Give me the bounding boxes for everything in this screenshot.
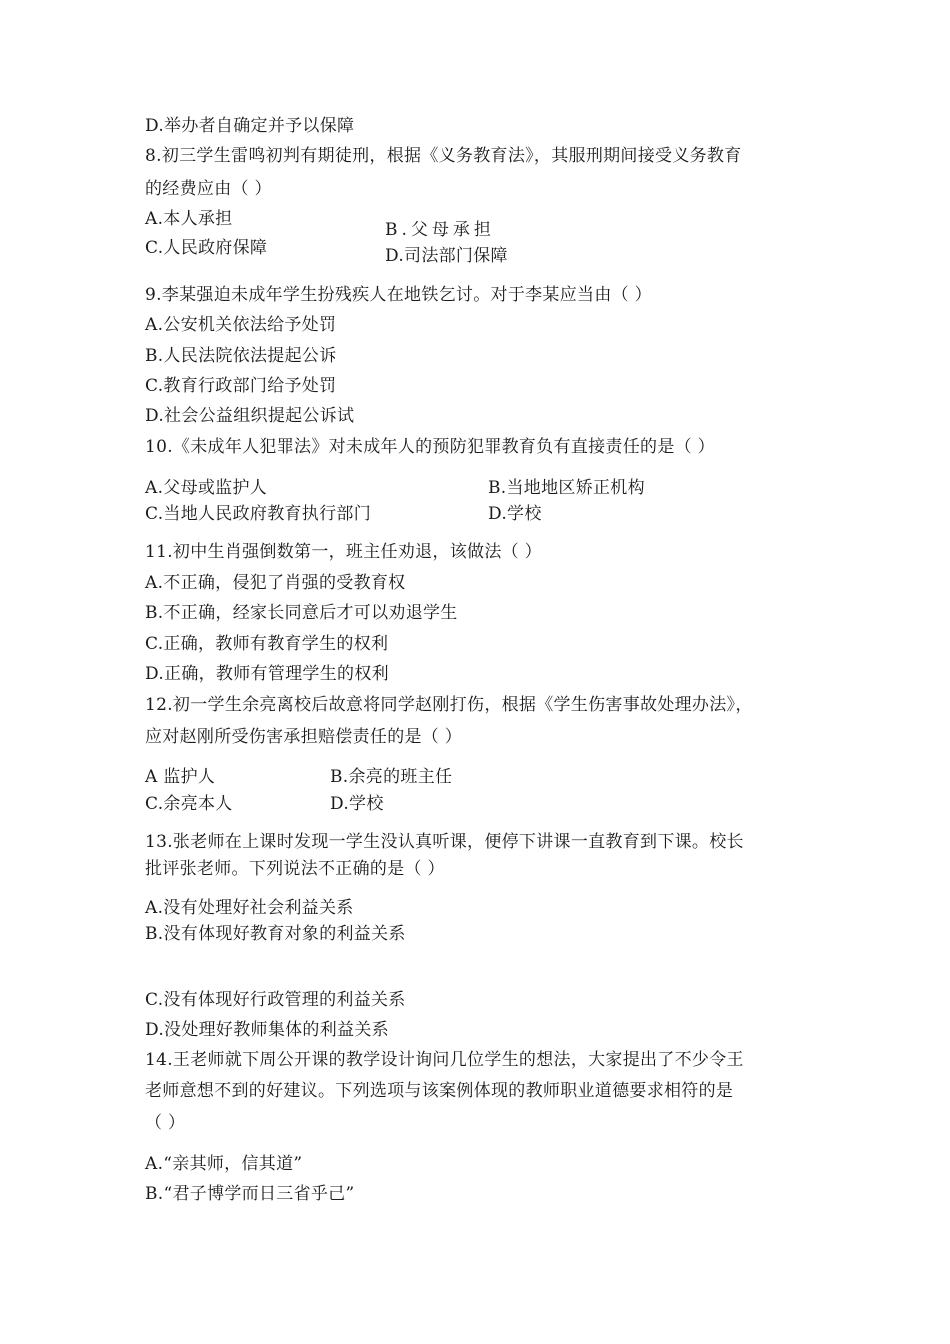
q12-option-b: B.余亮的班主任 bbox=[330, 767, 453, 787]
q10-option-c: C.当地人民政府教育执行部门 bbox=[145, 504, 372, 524]
q11-option-d: D.正确，教师有管理学生的权利 bbox=[145, 664, 389, 684]
q14-stem-line3: （ ） bbox=[145, 1113, 186, 1133]
q10-stem: 10.《未成年人犯罪法》对未成年人的预防犯罪教育负有直接责任的是（ ） bbox=[145, 437, 715, 457]
q9-option-d: D.社会公益组织提起公诉试 bbox=[145, 406, 355, 426]
q7-option-d: D.举办者自确定并予以保障 bbox=[145, 116, 355, 136]
q13-option-a: A.没有处理好社会利益关系 bbox=[145, 898, 354, 918]
q8-stem-line2: 的经费应由（ ） bbox=[145, 179, 272, 199]
q10-option-a: A.父母或监护人 bbox=[145, 478, 268, 498]
q12-stem-line1: 12.初一学生余亮离校后故意将同学赵刚打伤，根据《学生伤害事故处理办法》， bbox=[145, 695, 753, 715]
q10-option-b: B.当地地区矫正机构 bbox=[488, 478, 645, 498]
q8-option-a: A.本人承担 bbox=[145, 209, 233, 229]
q13-option-b: B.没有体现好教育对象的利益关系 bbox=[145, 924, 406, 944]
q14-stem-line2: 老师意想不到的好建议。下列选项与该案例体现的教师职业道德要求相符的是 bbox=[145, 1081, 734, 1101]
q14-stem-line1: 14.王老师就下周公开课的教学设计询问几位学生的想法，大家提出了不少令王 bbox=[145, 1050, 744, 1070]
q11-option-b: B.不正确，经家长同意后才可以劝退学生 bbox=[145, 603, 458, 623]
q8-option-d: D.司法部门保障 bbox=[385, 246, 508, 266]
q13-option-c: C.没有体现好行政管理的利益关系 bbox=[145, 990, 406, 1010]
q13-stem-line2: 批评张老师。下列说法不正确的是（ ） bbox=[145, 859, 445, 879]
q8-option-c: C.人民政府保障 bbox=[145, 238, 268, 258]
q12-option-a: A 监护人 bbox=[145, 767, 216, 787]
q13-option-d: D.没处理好教师集体的利益关系 bbox=[145, 1020, 389, 1040]
q9-option-b: B.人民法院依法提起公诉 bbox=[145, 346, 337, 366]
q9-stem: 9.李某强迫未成年学生扮残疾人在地铁乞讨。对于李某应当由（ ） bbox=[145, 285, 652, 305]
q12-stem-line2: 应对赵刚所受伤害承担赔偿责任的是（ ） bbox=[145, 727, 463, 747]
q12-option-c: C.余亮本人 bbox=[145, 794, 233, 814]
q14-option-b: B.“君子博学而日三省乎己” bbox=[145, 1184, 355, 1204]
q8-stem-line1: 8.初三学生雷鸣初判有期徒刑，根据《义务教育法》，其服刑期间接受义务教育 bbox=[145, 146, 742, 166]
q11-stem: 11.初中生肖强倒数第一，班主任劝退，该做法（ ） bbox=[145, 542, 542, 562]
q14-option-a: A.“亲其师，信其道” bbox=[145, 1154, 303, 1174]
q10-option-d: D.学校 bbox=[488, 504, 542, 524]
q11-option-c: C.正确，教师有教育学生的权利 bbox=[145, 634, 389, 654]
q11-option-a: A.不正确，侵犯了肖强的受教育权 bbox=[145, 573, 406, 593]
q8-option-b: B.父母承担 bbox=[385, 220, 495, 240]
q13-stem-line1: 13.张老师在上课时发现一学生没认真听课，便停下讲课一直教育到下课。校长 bbox=[145, 832, 744, 852]
q9-option-c: C.教育行政部门给予处罚 bbox=[145, 376, 337, 396]
q12-option-d: D.学校 bbox=[330, 794, 384, 814]
q9-option-a: A.公安机关依法给予处罚 bbox=[145, 315, 337, 335]
